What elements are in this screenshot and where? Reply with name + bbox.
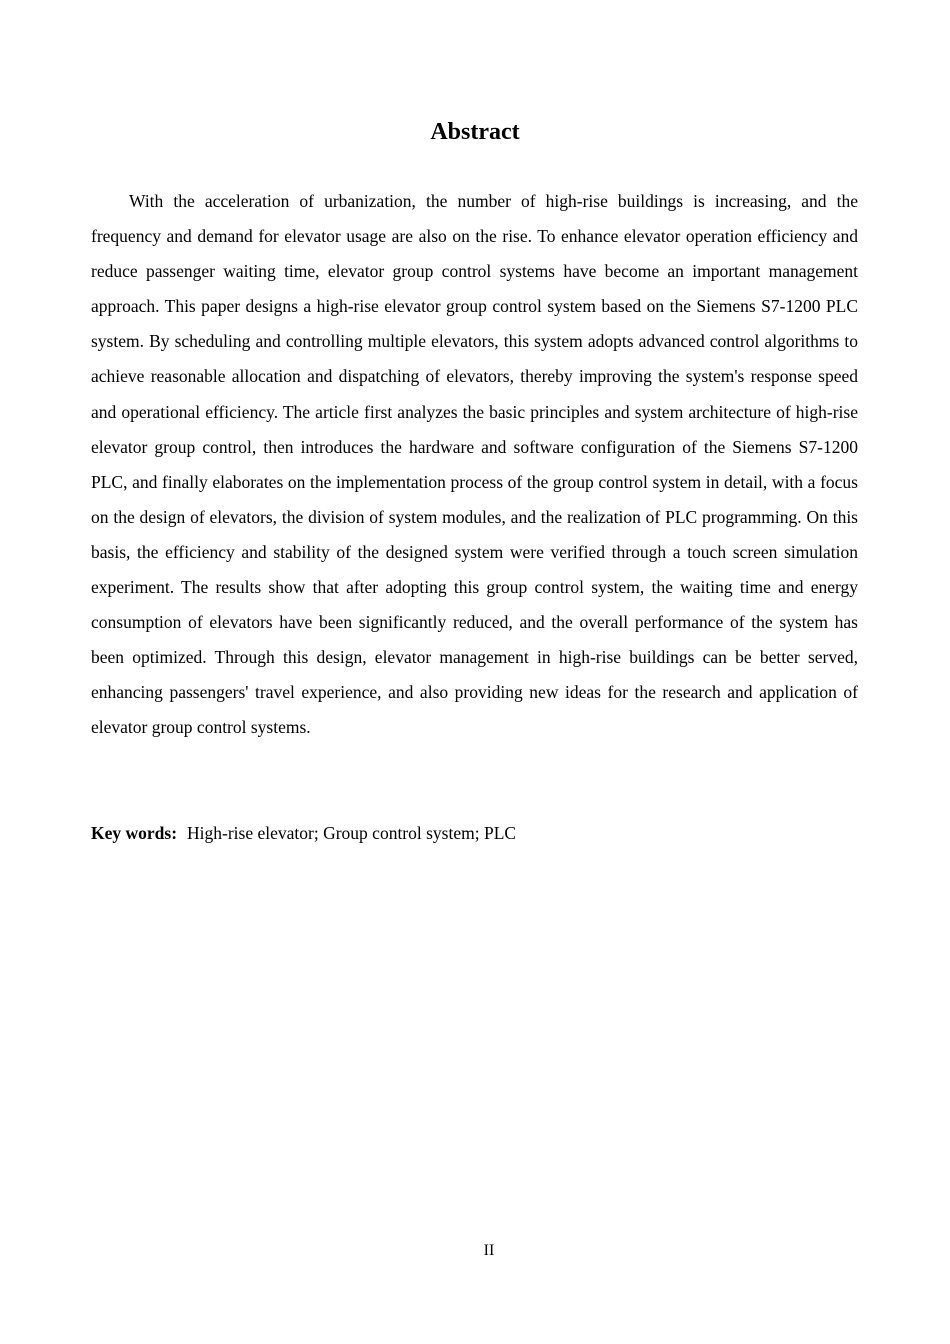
keywords-text: High-rise elevator; Group control system; PLC — [187, 823, 517, 843]
keywords-separator: : — [171, 823, 178, 843]
keywords-line — [91, 816, 858, 851]
abstract-body: With the acceleration of urbanization, the number of high-rise buildings is increasing, and the frequency and demand for elevator usage are also on the rise. To enhance elevator operation efficiency and reduce passenger waiting time, elevator group control systems have become an important management approach. This paper designs a high-rise elevator group control system based on the Siemens S7-1200 PLC system. By scheduling and controlling multiple elevators, this system adopts advanced control algorithms to achieve reasonable allocation and dispatching of elevators, thereby improving the system's response speed and operational efficiency. The article first analyzes the basic principles and system architecture of high-rise elevator group control, then introduces the hardware and software configuration of the Siemens S7-1200 PLC, and finally elaborates on the implementation process of the group control system in detail, with a focus on the design of elevators, the division of system modules, and the realization of PLC programming. On this basis, the efficiency and stability of the designed system were verified through a touch screen simulation experiment. The results show that after adopting this group control system, the waiting time and energy consumption of elevators have been significantly reduced, and the overall performance of the system has been optimized. Through this design, elevator management in high-rise buildings can be better served, enhancing passengers' travel experience, and also providing new ideas for the research and application of elevator group control systems. — [91, 191, 858, 738]
keywords-label: Key words — [91, 823, 172, 843]
page-number: II — [483, 1242, 495, 1259]
abstract-title: Abstract — [430, 119, 520, 145]
